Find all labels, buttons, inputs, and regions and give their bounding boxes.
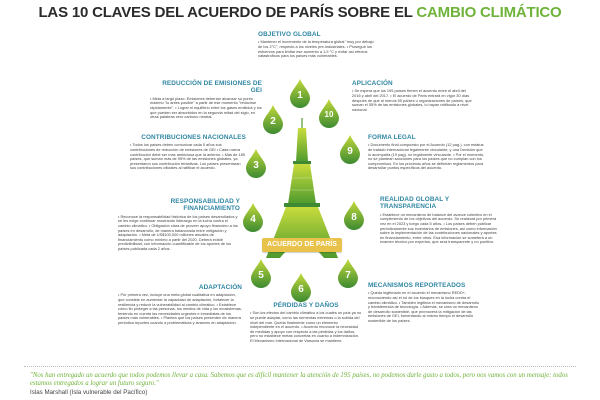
section-title: APLICACIÓN (352, 80, 393, 87)
section-adaptacion (118, 284, 242, 326)
drop-marker-5 (250, 258, 272, 288)
section-forma-legal (368, 134, 486, 171)
section-responsabilidad-financiamiento (118, 198, 240, 252)
section-title: ADAPTACIÓN (198, 284, 242, 291)
section-text: • Establece un mecanismo de balance del avance colectivo en el cumplimiento de los objetivos del acuerdo. Se realizará por primera vez en el 2023 y luego cada 5 años. • Los países deben publicar periódicamente sus inventarios de emisiones, así como información sobre la implementación de las contribuciones nacionales y aportes en financiamiento, entre otros. Esa información se someterá a un examen técnico por expertos, que será transparente y no punitivo. (380, 211, 497, 245)
title-part-1: LAS 10 CLAVES DEL ACUERDO DE PARÍS SOBRE EL (38, 4, 417, 21)
section-title: OBJETIVO GLOBAL (258, 31, 321, 38)
drop-marker-1 (289, 78, 311, 108)
quote-text: "Nos han entregado un acuerdo que todos podemos llevar a casa. Sabemos que es difícil mantener la atención de 195 países, no podemos darle gusto a todos, pero nos vamos con un mensaje: todos estamos entregados a lograr un futuro seguro." (30, 372, 568, 387)
section-text: • Mantener el incremento de la temperatura global "muy por debajo de los 2°C", respecto a los niveles pre-industriales. • Proseguir los esfuerzos para limitar ese aumento a 1,5 °C y evitar así efectos catastróficos para los países más vulnerables. (258, 39, 374, 59)
drop-marker-6 (290, 272, 312, 302)
drop-marker-3 (245, 148, 267, 178)
section-text: • Reconoce la responsabilidad histórica de los países desarrollados y se les exige continuar mostrando liderazgo en la lucha contra el cambio climático. • Obligación clara de proveer apoyo financiero a los países en desarrollo, de manera balanceada entre mitigación y adaptación. • Meta de US$100,000 millones anuales de financiamiento como mínimo a partir del 2020. Deberá existir predictibilidad, con información cuantificable de los aportes de los países publicada cada 2 años. (118, 213, 238, 251)
drop-number: 7 (345, 270, 351, 281)
drop-marker-8 (343, 200, 365, 230)
tower-label: ACUERDO DE PARÍS (267, 241, 337, 248)
section-text: • Son los efectos del cambio climático a los cuales un país ya no se puede adaptar, como las tormentas extremas o la subida del nivel del mar. Queda finalmente como un elemento independiente en el acuerdo. • Acuerdo reconoce la necesidad de medidas y apoyo con respecto a las pérdidas y los daños, pero no establece metas concretas en cuanto a indemnización. El Mecanismo Internacional de Varsovia se mantiene. (250, 310, 362, 343)
drop-marker-2 (262, 104, 284, 134)
drop-number: 6 (298, 284, 304, 295)
drop-marker-7 (337, 258, 359, 288)
page-title (0, 4, 600, 21)
drop-number: 4 (250, 214, 256, 225)
section-title: FORMA LEGAL (368, 134, 416, 141)
section-title: REDUCCIÓN DE EMISIONES DE GEI (162, 80, 262, 95)
divider (24, 366, 576, 367)
section-text: • Queda legitimado en el acuerdo el mecanismo REDD+, reconociendo así el rol de los bosques en la lucha contra el cambio climático. • También legitima el mecanismo de desarrollo y transferencia de tecnología. • Además, se crea un mecanismo de desarrollo sostenible, que promoverá la mitigación de las emisiones de GEI, fomentando al mismo tiempo el desarrollo sostenible de los países. (368, 290, 480, 323)
section-text: • Documento final compuesto por el Acuerdo (12 pag.), con estatus de tratado internacional legalmente vinculante, y una Decisión que lo acompaña (19 pag), no legalmente vinculante. • Por el momento, no se plantean sanciones para los países que no cumplan con los compromisos. En los próximos años se definirán reglamentos para desarrollar puntos específicos del acuerdo. (368, 142, 485, 171)
section-title: MECANISMOS REPORTEADOS (368, 282, 466, 289)
section-text: • Todos los países deben comunicar cada 5 años sus contribuciones de reducción de emisiones de GEI • Cada nueva contribución debe ser más ambiciosa que la anterior. • Más de 185 países, que suman más de 95% de las emisiones globales, ya presentaron sus contribución tentativas. Los países presentaran sus contribuciones oficiales al ratificar el acuerdo. (130, 142, 245, 171)
quote-author: Islas Marshall (Isla vulnerable del Pacífico) (30, 389, 148, 396)
drop-number: 2 (270, 116, 276, 127)
section-title: REALIDAD GLOBAL Y TRANSPARENCIA (380, 196, 450, 211)
section-contribuciones-nacionales (130, 134, 246, 171)
drop-number: 3 (253, 160, 259, 171)
drop-marker-9 (339, 134, 361, 164)
section-title: PÉRDIDAS Y DAÑOS (273, 302, 339, 309)
section-aplicacion (352, 80, 472, 112)
tower-label-banner (262, 238, 342, 252)
section-perdidas-danos (250, 302, 362, 344)
drop-number: 8 (351, 212, 357, 223)
section-text: • Meta a largo plazo: Emisiones deberían alcanzar su punto máximo "lo antes posible" a partir de ese momento "reducirse rápidamente". • Lograr el equilibrio entre los gases emitidos y los que pueden ser absorbidos en la segunda mitad del siglo, en otras palabras cero carbono neutral. (150, 95, 262, 120)
section-text: • Por primera vez, incluye una meta global cualitativa en adaptación, que consiste en aumentar la capacidad de adaptación, fortalecer la resiliencia y reducir la vulnerabilidad al cambio climático. • Establece cómo fin proteger a las personas, los medios de vida y los ecosistemas, teniendo en cuenta las necesidades urgentes e inmediatas de los países más vulnerables. • Plantea que los países presenten de manera periódica reportes cuando a problemáticas y avances en adaptación. (118, 292, 242, 325)
drop-number: 10 (324, 110, 334, 119)
drop-marker-4 (242, 202, 264, 232)
drop-number: 9 (347, 146, 353, 157)
title-part-2: CAMBIO CLIMÁTICO (416, 4, 562, 21)
drop-marker-10 (318, 98, 340, 128)
section-title: CONTRIBUCIONES NACIONALES (141, 134, 246, 141)
section-reduccion-emisiones (150, 80, 262, 120)
drop-number: 5 (258, 270, 264, 281)
section-mecanismos (368, 282, 480, 324)
drop-number: 1 (297, 90, 303, 101)
section-text: • Se espera que los 195 países firmen el acuerdo entre el abril del 2016 y abril del 2017. • El acuerdo de París entrará en vigor 30 días después de que al menos 55 países u organizaciones de países, que suman el 55% de las emisiones globales, lo hayan ratificado a nivel nacional. (352, 88, 472, 112)
section-title: RESPONSABILIDAD Y FINANCIAMIENTO (170, 198, 240, 213)
section-realidad-global (380, 196, 500, 245)
section-objetivo-global (258, 31, 374, 59)
